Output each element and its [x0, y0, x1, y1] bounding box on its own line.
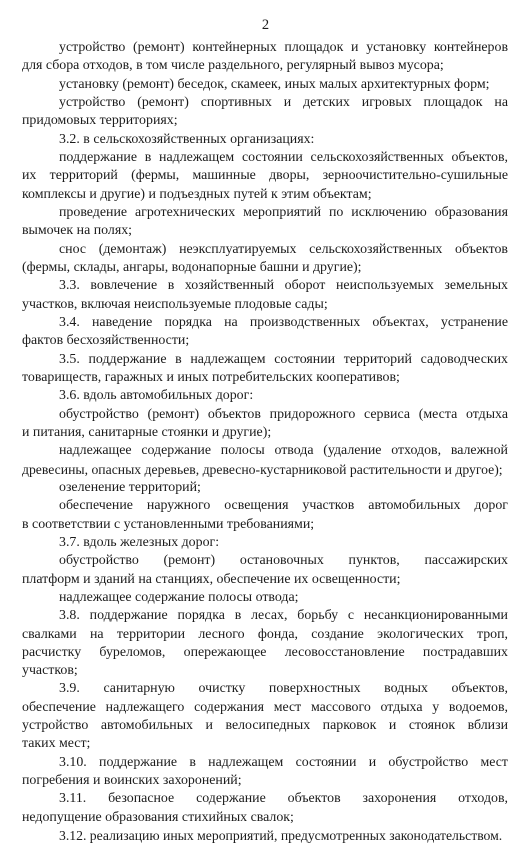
- text-line: для сбора отходов, в том числе раздельного, регулярный вывоз мусора;: [22, 58, 444, 74]
- text-line: обеспечение наружного освещения участков автомобильных дорог: [59, 498, 508, 514]
- text-line: недопущение образования стихийных свалок;: [22, 809, 294, 825]
- text-line: 3.11. безопасное содержание объектов захоронения отходов,: [59, 791, 508, 807]
- text-line: участков;: [22, 663, 78, 679]
- text-line: в соответствии с установленными требованиями;: [22, 516, 315, 532]
- text-line: платформ и зданий на станциях, обеспечение их освещенности;: [22, 571, 401, 587]
- text-line: устройство (ремонт) контейнерных площадок и установку контейнеров: [59, 40, 508, 55]
- text-line: 3.4. наведение порядка на производственных объектах, устранение: [59, 314, 508, 330]
- text-line: вымочек на полях;: [22, 223, 133, 239]
- text-line: 3.12. реализацию иных мероприятий, предусмотренных законодательством.: [59, 828, 503, 844]
- text-line: озеленение территорий;: [59, 479, 201, 495]
- text-line: 3.5. поддержание в надлежащем состоянии территорий садоводческих: [59, 351, 508, 367]
- text-line: расчистку буреломов, опережающее лесовосстановление пострадавших: [22, 644, 508, 660]
- text-line: придомовых территориях;: [22, 113, 178, 129]
- text-line: товариществ, гаражных и иных потребительских кооперативов;: [22, 369, 400, 385]
- text-line: надлежащее содержание полосы отвода (удаление отходов, валежной: [59, 443, 508, 459]
- text-line: фактов бесхозяйственности;: [22, 333, 190, 349]
- text-line: погребения и воинских захоронений;: [22, 773, 242, 789]
- document-body: [22, 39, 508, 845]
- text-line: 3.8. поддержание порядка в лесах, борьбу с несанкционированными: [59, 608, 508, 624]
- text-line: снос (демонтаж) неэксплуатируемых сельскохозяйственных объектов: [59, 241, 508, 257]
- text-line: надлежащее содержание полосы отвода;: [59, 589, 299, 605]
- text-line: свалками на территории лесного фонда, создание экологических троп,: [22, 626, 508, 642]
- text-line: древесины, опасных деревьев, древесно-кустарниковой растительности и другое);: [22, 461, 503, 477]
- text-line: 3.9. санитарную очистку поверхностных водных объектов,: [59, 681, 508, 697]
- text-line: 3.6. вдоль автомобильных дорог:: [59, 388, 254, 404]
- text-line: обустройство (ремонт) объектов придорожного сервиса (места отдыха: [59, 406, 508, 422]
- text-line: поддержание в надлежащем состоянии сельскохозяйственных объектов,: [59, 149, 508, 165]
- text-line: таких мест;: [22, 736, 91, 752]
- page-number: 2: [261, 17, 270, 33]
- text-line: участков, включая неиспользуемые плодовые сады;: [22, 296, 328, 312]
- text-line: установку (ремонт) беседок, скамеек, иных малых архитектурных форм;: [59, 76, 490, 92]
- text-line: и питания, санитарные стоянки и другие);: [22, 424, 272, 440]
- text-line: обустройство (ремонт) остановочных пунктов, пассажирских: [59, 553, 508, 569]
- text-line: устройство (ремонт) спортивных и детских игровых площадок на: [59, 94, 508, 110]
- text-line: 3.3. вовлечение в хозяйственный оборот неиспользуемых земельных: [59, 278, 508, 294]
- text-line: их территорий (фермы, машинные дворы, зерноочистительно-сушильные: [22, 168, 508, 184]
- text-line: проведение агротехнических мероприятий по исключению образования: [59, 204, 508, 220]
- text-line: 3.7. вдоль железных дорог:: [59, 534, 220, 550]
- text-line: 3.2. в сельскохозяйственных организациях:: [59, 131, 315, 147]
- text-line: обеспечение надлежащего содержания мест массового отдыха у водоемов,: [22, 699, 508, 715]
- text-line: комплексы и другие) и подъездных путей к этим объектам;: [22, 186, 372, 202]
- text-line: (фермы, склады, ангары, водонапорные башни и другие);: [22, 259, 362, 275]
- text-line: устройство автомобильных и велосипедных парковок и стоянок вблизи: [22, 718, 508, 734]
- text-line: 3.10. поддержание в надлежащем состоянии и обустройство мест: [59, 754, 508, 770]
